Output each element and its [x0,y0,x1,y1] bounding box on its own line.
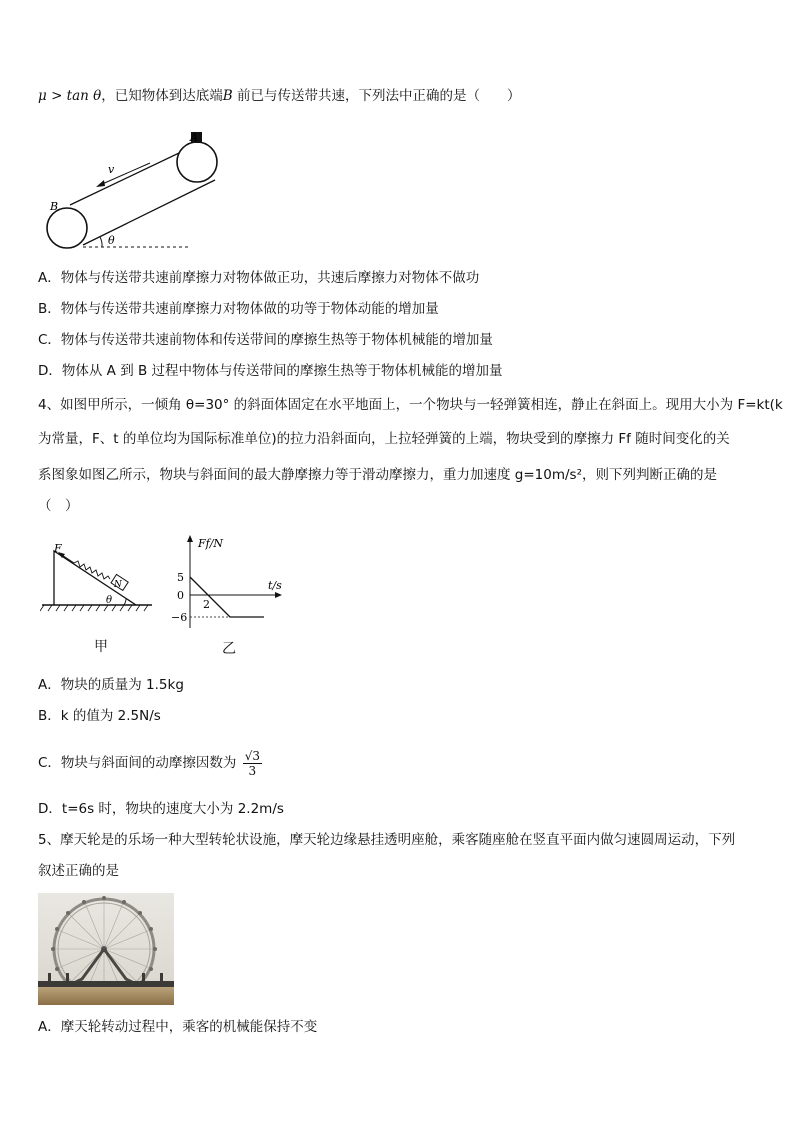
q4-option-d: D．t=6s 时，物块的速度大小为 2.2m/s [38,801,284,817]
yi-tick-5: 5 [177,571,184,584]
q3-stem-tail [38,86,764,106]
q3-stem-text: ，已知物体到达底端 [101,88,223,104]
q4-option-b: B．k 的值为 2.5N/s [38,708,161,724]
jia-label-N: N [114,580,122,590]
figure-yi-graph [168,533,288,633]
ferris-wheel-photo [38,893,174,1005]
figure-jia-incline [40,535,158,615]
q3-condition: μ > tan θ [38,88,102,104]
q4-option-c-numerator: √3 [244,748,261,763]
jia-label-theta: θ [106,595,113,606]
roller-a [177,142,217,182]
q4-stem-line1: 4、如图甲所示，一倾角 θ=30° 的斜面体固定在水平地面上，一个物块与一轻弹簧相连，静止在斜面上。现用大小为 F=kt(k [38,397,783,413]
yi-tick-neg6: −6 [171,611,188,624]
q3-option-b: B．物体与传送带共速前摩擦力对物体做的功等于物体动能的增加量 [38,301,439,317]
jia-label-F: F [54,542,62,555]
q4-option-c-fraction [243,749,262,778]
q4-option-a: A．物块的质量为 1.5kg [38,677,184,693]
q5-stem-line2: 叙述正确的是 [38,863,119,879]
q3-option-c: C．物体与传送带共速前物体和传送带间的摩擦生热等于物体机械能的增加量 [38,332,493,348]
yi-tick-2: 2 [203,598,210,611]
yi-xlabel: t/s [268,579,282,592]
q5-option-a: A．摩天轮转动过程中，乘客的机械能保持不变 [38,1019,318,1035]
label-theta: θ [108,234,115,247]
q4-option-c [38,746,764,780]
label-A: A [190,131,198,144]
q3-stem-B: B [222,88,233,104]
yi-ylabel: Ff/N [198,537,224,550]
figure-jia-caption: 甲 [94,639,108,655]
q3-stem-text2: 前已与传送带共速，下列法中正确的是（ ） [232,88,521,104]
q4-stem-line2: 为常量，F、t 的单位均为国际标准单位)的拉力沿斜面向，上拉轻弹簧的上端，物块受到的摩擦力 Ff 随时间变化的关 [38,431,730,447]
q5-stem-line1: 5、摩天轮是的乐场一种大型转轮状设施，摩天轮边缘悬挂透明座舱，乘客随座舱在竖直平面内做匀速圆周运动，下列 [38,832,736,848]
figure-yi-caption: 乙 [222,641,236,657]
roller-b [47,208,87,248]
q4-stem-line3: 系图象如图乙所示，物块与斜面间的最大静摩擦力等于滑动摩擦力，重力加速度 g=10m/s²，则下列判断正确的是 [38,467,717,483]
conveyor-belt-figure [40,125,240,255]
label-v: v [108,163,115,176]
yi-tick-0: 0 [177,589,184,602]
q3-option-d: D．物体从 A 到 B 过程中物体与传送带间的摩擦生热等于物体机械能的增加量 [38,363,503,379]
q4-option-c-denominator: 3 [248,763,257,778]
q4-option-c-text: C．物块与斜面间的动摩擦因数为 [38,755,237,771]
q4-stem-line4: （ ） [38,498,79,514]
label-B: B [50,200,59,213]
q3-option-a: A．物体与传送带共速前摩擦力对物体做正功，共速后摩擦力对物体不做功 [38,270,480,286]
